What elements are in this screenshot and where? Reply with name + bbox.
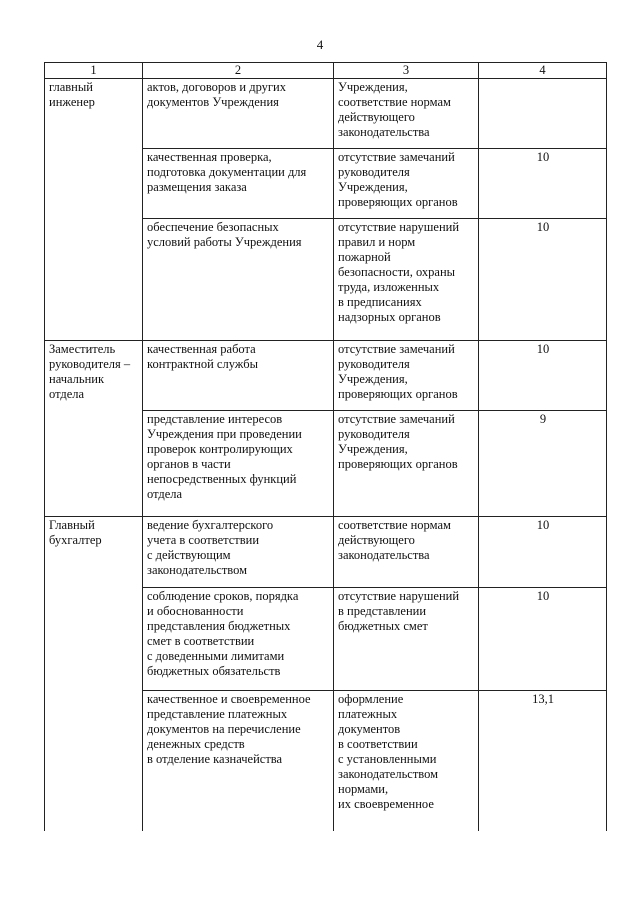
header-col-4: 4 [479,63,607,79]
criterion-cell: отсутствие замечаний руководителя Учреждения, проверяющих органов [334,149,479,219]
task-cell: ведение бухгалтерского учета в соответствии с действующим законодательством [143,517,334,588]
criterion-cell: отсутствие нарушений в представлении бюджетных смет [334,588,479,691]
task-cell: обеспечение безопасных условий работы Учреждения [143,219,334,341]
score-cell: 13,1 [479,691,607,831]
position-cell-deputy-head: Заместитель руководителя – начальник отдела [45,341,143,517]
score-cell: 10 [479,588,607,691]
criterion-cell: Учреждения, соответствие нормам действующего законодательства [334,79,479,149]
score-cell [479,79,607,149]
task-cell: актов, договоров и других документов Учреждения [143,79,334,149]
kpi-table [44,62,607,831]
table-header-row [45,63,607,79]
table-row [45,341,607,411]
task-cell: качественная проверка, подготовка документации для размещения заказа [143,149,334,219]
position-cell-chief-accountant: Главный бухгалтер [45,517,143,831]
criterion-cell: соответствие нормам действующего законодательства [334,517,479,588]
score-cell: 9 [479,411,607,517]
task-cell: качественное и своевременное представление платежных документов на перечисление денежных средств в отделение казначейства [143,691,334,831]
score-cell: 10 [479,219,607,341]
score-cell: 10 [479,341,607,411]
criterion-cell: отсутствие нарушений правил и норм пожарной безопасности, охраны труда, изложенных в предписаниях надзорных органов [334,219,479,341]
task-cell: качественная работа контрактной службы [143,341,334,411]
score-cell: 10 [479,149,607,219]
task-cell: соблюдение сроков, порядка и обоснованности представления бюджетных смет в соответствии с доведенными лимитами бюджетных обязательств [143,588,334,691]
header-col-2: 2 [143,63,334,79]
header-col-3: 3 [334,63,479,79]
criterion-cell: отсутствие замечаний руководителя Учреждения, проверяющих органов [334,341,479,411]
header-col-1: 1 [45,63,143,79]
table-row [45,517,607,588]
position-cell-chief-engineer: главный инженер [45,79,143,341]
table-row [45,79,607,149]
criterion-cell: отсутствие замечаний руководителя Учреждения, проверяющих органов [334,411,479,517]
criterion-cell: оформление платежных документов в соответствии с установленными законодательством нормами, их своевременное [334,691,479,831]
page-number: 4 [316,37,324,52]
score-cell: 10 [479,517,607,588]
task-cell: представление интересов Учреждения при проведении проверок контролирующих органов в части непосредственных функций отдела [143,411,334,517]
